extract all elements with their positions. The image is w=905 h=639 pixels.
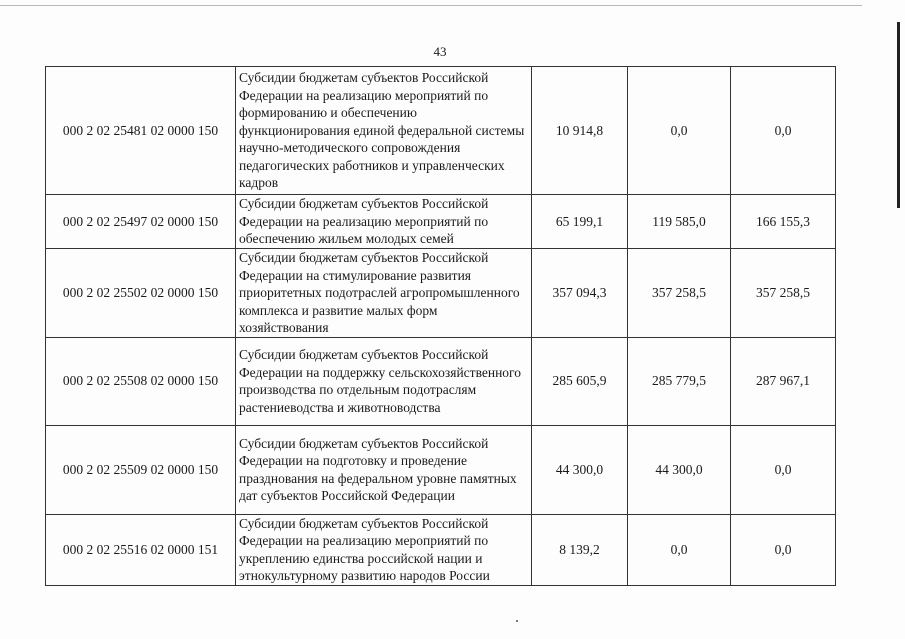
amount-year1-cell: 44 300,0	[532, 425, 628, 514]
amount-year3-cell: 0,0	[731, 425, 836, 514]
amount-year1-cell: 8 139,2	[532, 514, 628, 585]
income-name-cell: Субсидии бюджетам субъектов Российской Федерации на реализацию мероприятий по укреплению единства российской нации и этнокультурному развитию народов России	[236, 514, 532, 585]
amount-year3-cell: 287 967,1	[731, 337, 836, 425]
amount-year2-cell: 357 258,5	[628, 249, 731, 338]
income-name-cell: Субсидии бюджетам субъектов Российской Федерации на поддержку сельскохозяйственного производства по отдельным подотраслям растениеводства и животноводства	[236, 337, 532, 425]
income-name-cell: Субсидии бюджетам субъектов Российской Федерации на реализацию мероприятий по формированию и обеспечению функционирования единой федеральной системы научно-методического сопровождения педагогических работников и управленческих кадров	[236, 67, 532, 195]
amount-year2-cell: 119 585,0	[628, 195, 731, 249]
budget-table	[45, 66, 836, 586]
table-row	[46, 514, 836, 585]
amount-year1-cell: 357 094,3	[532, 249, 628, 338]
table-row	[46, 195, 836, 249]
budget-code-cell: 000 2 02 25509 02 0000 150	[46, 425, 236, 514]
table-row	[46, 67, 836, 195]
page-number: 43	[433, 44, 447, 59]
amount-year3-cell: 166 155,3	[731, 195, 836, 249]
budget-code-cell: 000 2 02 25508 02 0000 150	[46, 337, 236, 425]
income-name-cell: Субсидии бюджетам субъектов Российской Федерации на реализацию мероприятий по обеспечению жильем молодых семей	[236, 195, 532, 249]
income-name-cell: Субсидии бюджетам субъектов Российской Федерации на стимулирование развития приоритетных подотраслей агропромышленного комплекса и развитие малых форм хозяйствования	[236, 249, 532, 338]
budget-code-cell: 000 2 02 25481 02 0000 150	[46, 67, 236, 195]
amount-year2-cell: 0,0	[628, 67, 731, 195]
table-row	[46, 337, 836, 425]
scan-edge-line	[0, 5, 862, 6]
amount-year3-cell: 0,0	[731, 514, 836, 585]
scan-edge-bar	[897, 22, 900, 208]
scan-speck	[516, 620, 518, 622]
amount-year1-cell: 10 914,8	[532, 67, 628, 195]
budget-code-cell: 000 2 02 25497 02 0000 150	[46, 195, 236, 249]
amount-year1-cell: 285 605,9	[532, 337, 628, 425]
table-row	[46, 425, 836, 514]
amount-year2-cell: 285 779,5	[628, 337, 731, 425]
table-row	[46, 249, 836, 338]
amount-year3-cell: 357 258,5	[731, 249, 836, 338]
income-name-cell: Субсидии бюджетам субъектов Российской Федерации на подготовку и проведение празднования на федеральном уровне памятных дат субъектов Российской Федерации	[236, 425, 532, 514]
amount-year1-cell: 65 199,1	[532, 195, 628, 249]
amount-year3-cell: 0,0	[731, 67, 836, 195]
amount-year2-cell: 44 300,0	[628, 425, 731, 514]
budget-code-cell: 000 2 02 25516 02 0000 151	[46, 514, 236, 585]
amount-year2-cell: 0,0	[628, 514, 731, 585]
budget-code-cell: 000 2 02 25502 02 0000 150	[46, 249, 236, 338]
